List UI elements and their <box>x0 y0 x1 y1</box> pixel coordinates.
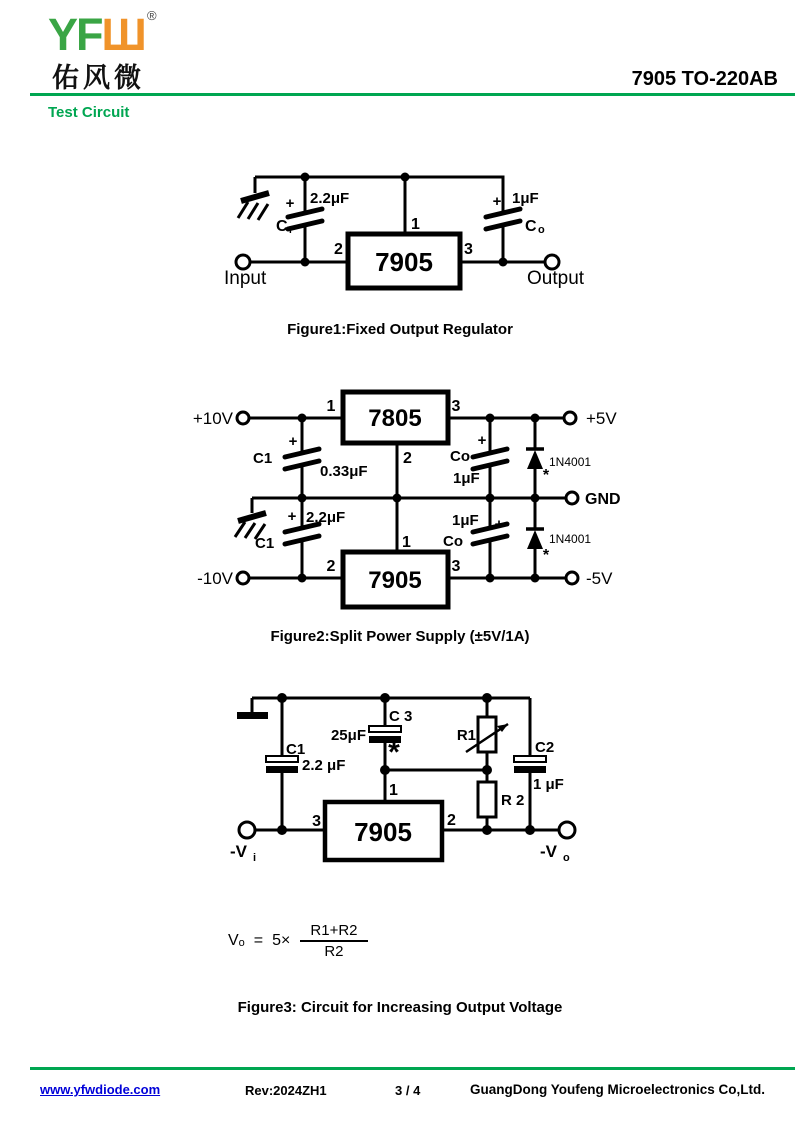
fig1-ci-name: C <box>276 218 288 235</box>
fig3-c3-name: C 3 <box>389 708 413 725</box>
footer-page-number: 3 / 4 <box>395 1083 421 1098</box>
fig2-top-pin3-label: 3 <box>451 398 461 415</box>
formula-coefficient: 5× <box>272 932 291 949</box>
fig2-pos-out-terminal <box>564 412 576 424</box>
fig3-pin2-label: 2 <box>447 812 456 829</box>
fig1-ground-icon <box>238 177 269 220</box>
logo-w-icon: Ш <box>101 9 147 60</box>
fig2-chip-top-label: 7805 <box>368 405 422 432</box>
header-divider <box>30 93 795 96</box>
logo-text-latin: YF <box>48 9 102 60</box>
fig3-c2-name: C2 <box>535 739 555 756</box>
fig1-co-plus: + <box>492 193 502 210</box>
formula-numerator: R1+R2 <box>300 922 367 942</box>
fig2-diode-bottom-label: 1N4001 <box>549 532 592 546</box>
fig3-resistor-r1 <box>457 693 508 770</box>
fig2-gnd-terminal <box>566 492 578 504</box>
fig1-output-label: Output <box>527 268 585 289</box>
fig3-vin-terminal <box>239 822 255 838</box>
part-number: 7905 TO-220AB <box>631 68 778 90</box>
fig2-diode-bottom-note: * <box>542 547 550 564</box>
fig1-chip-label: 7905 <box>375 247 433 277</box>
figure2-caption: Figure2:Split Power Supply (±5V/1A) <box>270 628 530 645</box>
fig3-r2-label: R 2 <box>501 792 525 809</box>
fig1-ci-name-sub: I <box>289 225 292 236</box>
fig3-resistor-r2 <box>478 770 524 835</box>
fig2-c1-top-plus: + <box>288 433 298 450</box>
fig1-pin1-label: 1 <box>411 216 420 233</box>
fig1-ci-plus: + <box>285 195 295 212</box>
fig3-c1-name: C1 <box>286 741 306 758</box>
fig2-bottom-pin2-label: 2 <box>326 558 336 575</box>
registered-mark: ® <box>147 8 157 23</box>
fig1-pin3-label: 3 <box>464 241 473 258</box>
fig3-c3-value: 25μF <box>330 727 366 744</box>
fig2-neg-out-terminal <box>566 572 578 584</box>
fig3-vin-label: -V <box>230 842 247 861</box>
section-title: Test Circuit <box>48 104 130 121</box>
fig3-vout-terminal <box>559 822 575 838</box>
fig2-co-top-plus: + <box>477 432 487 449</box>
fig3-pin1-label: 1 <box>389 782 398 799</box>
footer-revision: Rev:2024ZH1 <box>245 1083 327 1098</box>
fig2-diode-top-label: 1N4001 <box>549 455 592 469</box>
fig1-co-value: 1μF <box>512 190 539 207</box>
fig2-c1-bottom-value: 2.2μF <box>306 509 346 526</box>
fig2-chip-bottom-label: 7905 <box>368 567 422 594</box>
formula-denominator: R2 <box>324 943 344 960</box>
fig2-diode-top-note: * <box>542 467 550 484</box>
fig2-co-bottom-name: Co <box>443 533 463 550</box>
formula-equals: = <box>253 932 264 949</box>
fig2-c1-bottom-name: C1 <box>255 535 275 552</box>
logo-chinese-name: 佑风微 <box>52 63 145 93</box>
fig2-ground-icon <box>235 498 266 539</box>
figure3-increasing-output-voltage-circuit <box>0 690 800 880</box>
fig3-c1-value: 2.2 μF <box>302 757 346 774</box>
fig2-neg-in-label: -10V <box>197 569 233 588</box>
formula-lhs-sub: o <box>238 937 245 949</box>
fig2-co-bottom-plus: + <box>494 516 504 533</box>
fig2-co-top-value: 1μF <box>453 470 480 487</box>
fig3-vout-label-sub: o <box>563 852 570 864</box>
fig3-vout-label: -V <box>540 842 557 861</box>
fig1-co-name-sub: o <box>538 224 545 236</box>
fig1-co-name: C <box>525 218 537 235</box>
formula-lhs: V <box>228 932 239 949</box>
fig2-neg-out-label: -5V <box>586 569 613 588</box>
fig2-co-top-name: Co <box>450 448 470 465</box>
figure1-fixed-output-regulator-circuit <box>0 160 800 315</box>
fig1-output-terminal <box>545 255 559 269</box>
fig3-ground-icon <box>237 698 268 719</box>
fig2-capacitor-co-top <box>450 414 507 499</box>
fig2-pos-out-label: +5V <box>586 409 617 428</box>
fig2-c1-top-name: C1 <box>253 450 273 467</box>
fig3-c3-note: * <box>388 736 400 769</box>
footer-website-link[interactable]: www.yfwdiode.com <box>40 1082 161 1097</box>
fig3-capacitor-c2 <box>514 698 564 835</box>
fig2-pos-in-terminal <box>237 412 249 424</box>
figure1-caption: Figure1:Fixed Output Regulator <box>287 321 513 338</box>
fig3-pin3-label: 3 <box>312 813 321 830</box>
output-voltage-formula <box>228 922 368 960</box>
fig2-top-pin1-label: 1 <box>326 398 336 415</box>
fig1-capacitor-co <box>486 190 545 262</box>
fig3-c2-value: 1 μF <box>533 776 564 793</box>
fig2-diode-top <box>526 414 591 499</box>
fig2-diode-bottom <box>526 498 591 583</box>
footer-company-name: GuangDong Youfeng Microelectronics Co,Ltd. <box>470 1082 766 1097</box>
fig2-gnd-label: GND <box>585 491 621 508</box>
fig3-chip-label: 7905 <box>354 817 412 847</box>
footer-divider <box>30 1067 795 1070</box>
fig3-vin-label-sub: i <box>253 852 257 864</box>
fig1-input-terminal <box>236 255 250 269</box>
fig1-pin2-label: 2 <box>334 241 343 258</box>
figure2-split-power-supply-circuit <box>0 385 800 615</box>
fig1-input-label: Input <box>224 268 267 289</box>
figure3-caption: Figure3: Circuit for Increasing Output Voltage <box>237 999 563 1016</box>
fig2-c1-top-value: 0.33μF <box>320 463 368 480</box>
fig2-bottom-pin3-label: 3 <box>451 558 461 575</box>
company-logo <box>48 9 147 60</box>
fig2-c1-bottom-plus: + <box>287 508 297 525</box>
fig2-bottom-pin1-label: 1 <box>402 534 411 551</box>
fig2-top-pin2-label: 2 <box>403 450 412 467</box>
fig3-r1-label: R1 <box>456 727 476 744</box>
fig2-pos-in-label: +10V <box>192 409 233 428</box>
fig1-ci-value: 2.2μF <box>310 190 350 207</box>
fig2-neg-in-terminal <box>237 572 249 584</box>
formula-fraction <box>300 922 367 960</box>
fig1-junction-dot <box>401 173 410 182</box>
fig2-co-bottom-value: 1μF <box>452 512 479 529</box>
